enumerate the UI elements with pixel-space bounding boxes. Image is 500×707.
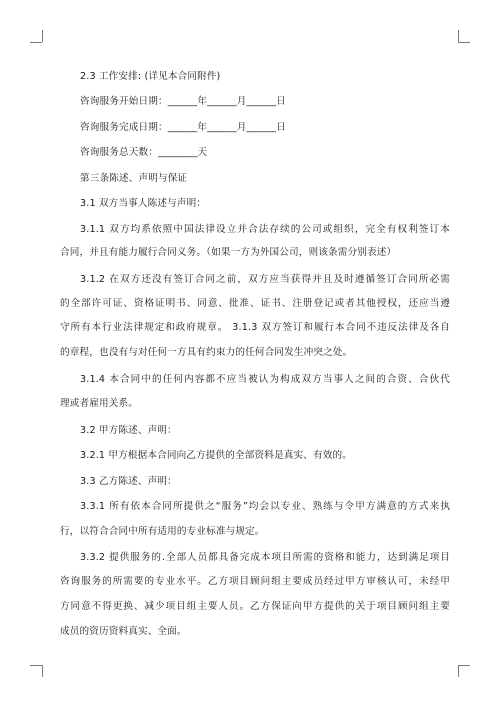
line-total-days: 咨询服务总天数：________天 [80, 147, 208, 158]
paragraph-line: 合同，并且有能力履行合同义务。（如果一方为外国公司，则该条需分别表述） [60, 247, 397, 258]
article-3-heading: 第三条陈述、声明与保证 [80, 173, 188, 184]
paragraph-line: 咨询服务的所需要的专业水平。乙方项目顾问组主要成员经过甲方审核认可，未经甲 [60, 576, 450, 587]
paragraph-line: 的章程，也没有与对任何一方具有约束力的任何合同发生冲突之处。 [60, 347, 353, 358]
line-work-arrangement: 2.3 工作安排: (详见本合同附件) [80, 71, 221, 82]
section-3-2-heading: 3.2 甲方陈述、声明： [80, 425, 177, 436]
paragraph-line: 方同意不得更换、减少项目组主要人员。乙方保证向甲方提供的关于项目顾问组主要 [60, 601, 450, 612]
section-3-1-heading: 3.1 双方当事人陈述与声明： [80, 198, 207, 209]
paragraph-line: 理或者雇用关系。 [60, 398, 138, 409]
paragraph-line: 3.1.1 双方均系依照中国法律设立并合法存续的公司或组织，完全有权利签订本 [80, 224, 450, 235]
paragraph-line: 3.2.1 甲方根据本合同向乙方提供的全部资料是真实、有效的。 [80, 450, 352, 461]
paragraph-line: 行，以符合合同中所有适用的专业标准与规定。 [60, 526, 265, 537]
paragraph-line: 3.3.2 提供服务的.全部人员都具备完成本项目所需的资格和能力，达到满足项目 [80, 552, 450, 563]
paragraph-line: 3.1.2 在双方还没有签订合同之前，双方应当获得并且及时遵循签订合同所必需 [80, 274, 450, 285]
section-3-3-heading: 3.3 乙方陈述、声明： [80, 476, 177, 487]
line-end-date: 咨询服务完成日期：______年______月______日 [80, 122, 286, 133]
line-start-date: 咨询服务开始日期：______年______月______日 [80, 96, 286, 107]
paragraph-line: 3.3.1 所有依本合同所提供之“服务”均会以专业、熟练与令甲方满意的方式来执 [80, 501, 450, 512]
paragraph-line: 的全部许可证、资格证明书、同意、批准、证书、注册登记或者其他授权，还应当遵 [60, 298, 450, 309]
paragraph-line: 3.1.4 本合同中的任何内容都不应当被认为构成双方当事人之间的合资、合伙代 [80, 374, 450, 385]
paragraph-line: 成员的资历资料真实、全面。 [60, 626, 187, 637]
paragraph-line: 守所有本行业法律规定和政府规章。 3.1.3 双方签订和履行本合同不违反法律及各自 [60, 322, 450, 333]
